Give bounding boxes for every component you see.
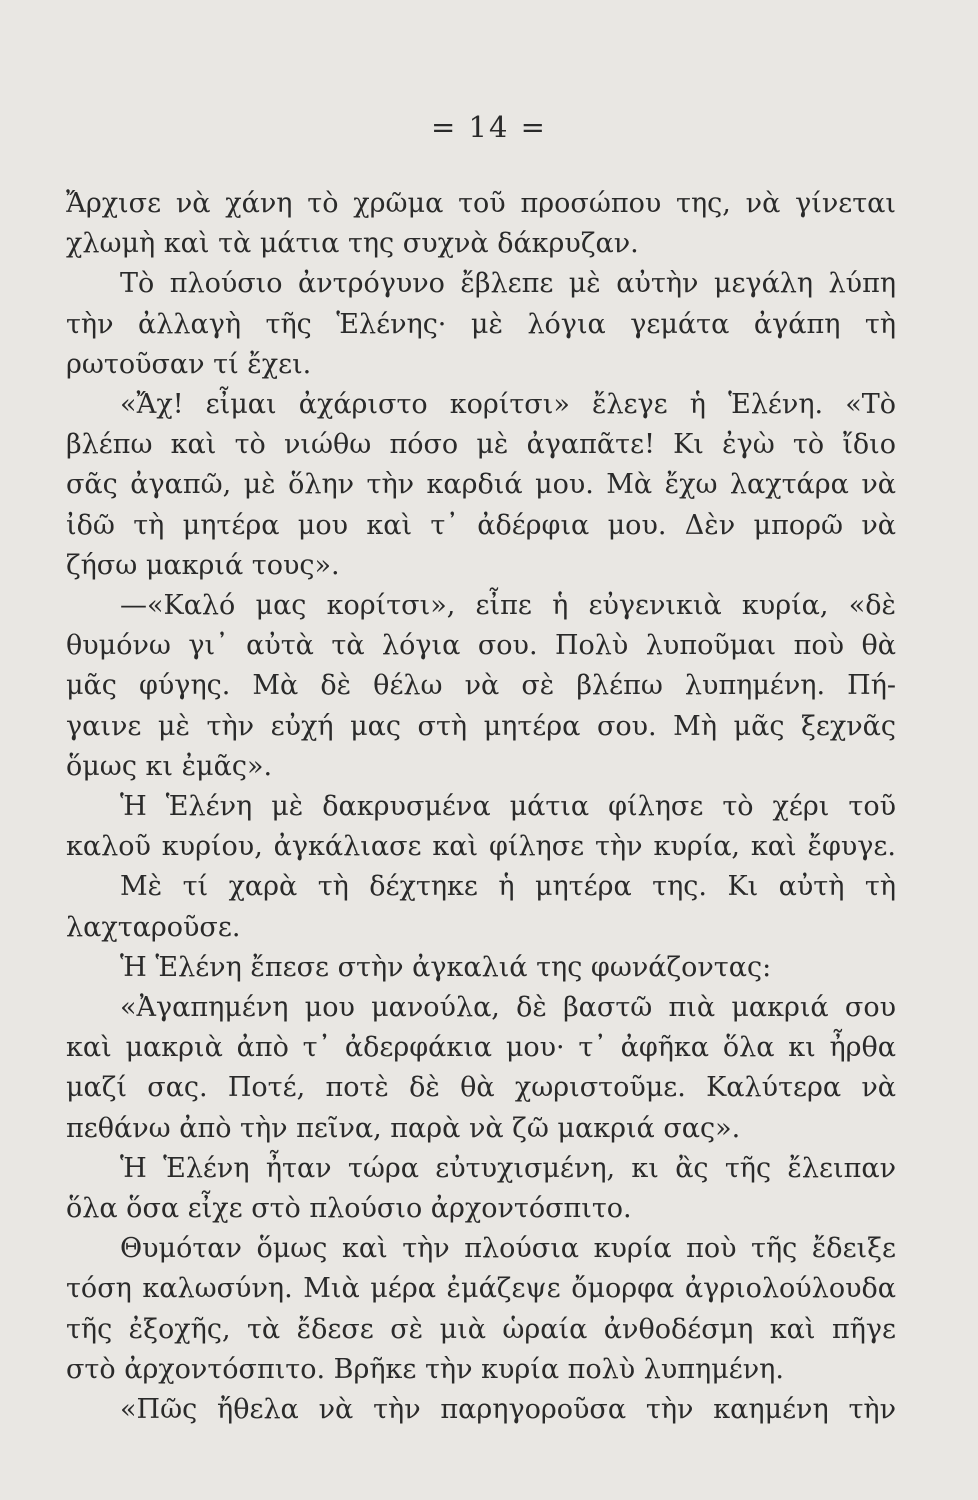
text-line: Τὸ πλούσιο ἀντρόγυνο ἔβλεπε μὲ αὐτὴν μεγάλη λύπη <box>120 268 896 300</box>
text-line: ὅλα ὅσα εἶχε στὸ πλούσιο ἀρχοντόσπιτο. <box>66 1193 632 1224</box>
text-line: βλέπω καὶ τὸ νιώθω πόσο μὲ ἀγαπᾶτε! Κι ἐγὼ τὸ ἴδιο <box>66 429 896 461</box>
text-line: Μὲ τί χαρὰ τὴ δέχτηκε ἡ μητέρα της. Κι αὐτὴ τὴ <box>120 871 896 903</box>
text-line: Ἡ Ἑλένη μὲ δακρυσμένα μάτια φίλησε τὸ χέρι τοῦ <box>120 791 896 822</box>
page-number: = 14 = <box>431 110 547 144</box>
text-line: χλωμὴ καὶ τὰ μάτια της συχνὰ δάκρυζαν. <box>66 228 639 260</box>
text-line: τῆς ἐξοχῆς, τὰ ἔδεσε σὲ μιὰ ὡραία ἀνθοδέσμη καὶ πῆγε <box>66 1313 896 1345</box>
text-line: θυμόνω γι᾽ αὐτὰ τὰ λόγια σου. Πολὺ λυποῦμαι ποὺ θὰ <box>66 630 896 662</box>
text-line: ρωτοῦσαν τί ἔχει. <box>66 348 312 380</box>
text-line: καλοῦ κυρίου, ἀγκάλιασε καὶ φίλησε τὴν κυρία, καὶ ἔφυγε. <box>66 831 896 863</box>
text-line: «Ἄχ! εἶμαι ἀχάριστο κορίτσι» ἔλεγε ἡ Ἑλένη. «Τὸ <box>120 389 896 420</box>
text-line: Ἡ Ἑλένη ἦταν τώρα εὐτυχισμένη, κι ἂς τῆς ἔλειπαν <box>120 1152 896 1184</box>
text-line: στὸ ἀρχοντόσπιτο. Βρῆκε τὴν κυρία πολὺ λυπημένη. <box>66 1353 784 1385</box>
text-line: ὅμως κι ἐμᾶς». <box>66 750 273 782</box>
text-line: τόση καλωσύνη. Μιὰ μέρα ἐμάζεψε ὄμορφα ἀγριολούλουδα <box>66 1273 896 1305</box>
text-line: Θυμόταν ὅμως καὶ τὴν πλούσια κυρία ποὺ τῆς ἔδειξε <box>120 1233 896 1265</box>
text-line: λαχταροῦσε. <box>66 911 241 943</box>
text-line: σᾶς ἀγαπῶ, μὲ ὅλην τὴν καρδιά μου. Μὰ ἔχω λαχτάρα νὰ <box>66 469 896 501</box>
text-line: γαινε μὲ τὴν εὐχή μας στὴ μητέρα σου. Μὴ μᾶς ξεχνᾶς <box>66 710 896 742</box>
text-line: Ἄρχισε νὰ χάνη τὸ χρῶμα τοῦ προσώπου της, νὰ γίνεται <box>66 188 896 219</box>
text-line: πεθάνω ἀπὸ τὴν πεῖνα, παρὰ νὰ ζῶ μακριά σας». <box>66 1112 741 1144</box>
text-line: ἰδῶ τὴ μητέρα μου καὶ τ᾽ ἀδέρφια μου. Δὲν μπορῶ νὰ <box>66 509 896 541</box>
text-line: καὶ μακριὰ ἀπὸ τ᾽ ἀδερφάκια μου· τ᾽ ἀφῆκα ὅλα κι ἦρθα <box>66 1032 896 1064</box>
text-line: Ἡ Ἑλένη ἔπεσε στὴν ἀγκαλιά της φωνάζοντας: <box>120 951 772 983</box>
text-line: «Ἀγαπημένη μου μανούλα, δὲ βαστῶ πιὰ μακριά σου <box>120 992 896 1023</box>
text-line: τὴν ἀλλαγὴ τῆς Ἑλένης· μὲ λόγια γεμάτα ἀγάπη τὴ <box>66 308 896 340</box>
text-line: «Πῶς ἤθελα νὰ τὴν παρηγοροῦσα τὴν καημένη τὴν <box>120 1394 896 1425</box>
text-line: μᾶς φύγης. Μὰ δὲ θέλω νὰ σὲ βλέπω λυπημένη. Πή- <box>66 670 896 702</box>
text-line: —«Καλό μας κορίτσι», εἶπε ἡ εὐγενικιὰ κυρία, «δὲ <box>120 590 896 621</box>
text-line: μαζί σας. Ποτέ, ποτὲ δὲ θὰ χωριστοῦμε. Καλύτερα νὰ <box>66 1072 896 1104</box>
text-line: ζήσω μακριά τους». <box>66 549 340 581</box>
